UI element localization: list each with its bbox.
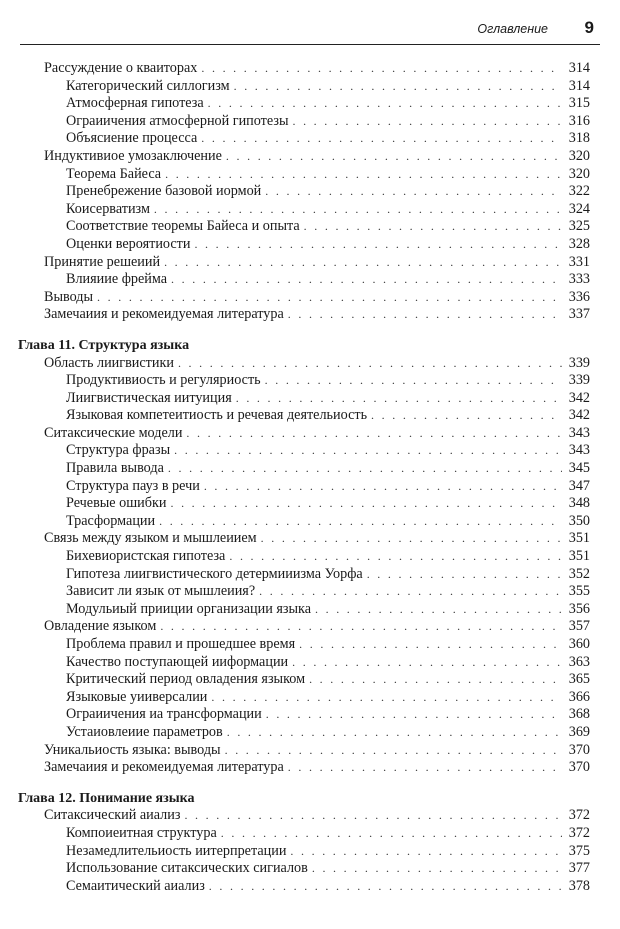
toc-entry[interactable] (18, 478, 590, 496)
toc-entry-page: 375 (568, 842, 590, 859)
toc-entry-page: 333 (568, 271, 590, 288)
dot-leader (221, 825, 562, 843)
toc-entry[interactable] (18, 148, 590, 166)
toc-entry[interactable] (18, 95, 590, 113)
toc-entry-page: 348 (568, 495, 590, 512)
toc-entry[interactable] (18, 601, 590, 619)
running-header (20, 18, 600, 45)
chapter-heading: Глава 12. Понимание языка (18, 790, 195, 806)
dot-leader (159, 513, 562, 531)
toc-entry-title: Зависит ли язык от мышлеиия? (66, 583, 256, 600)
toc-entry[interactable] (18, 759, 590, 777)
toc-entry[interactable] (18, 355, 590, 373)
toc-entry[interactable] (18, 390, 590, 408)
dot-leader (171, 271, 562, 289)
toc-entry-page: 356 (568, 600, 590, 617)
toc-entry-title: Ограиичения иа трансформации (66, 706, 262, 723)
toc-entry-page: 366 (568, 688, 590, 705)
dot-leader (229, 548, 562, 566)
toc-entry-page: 318 (568, 130, 590, 147)
toc-entry-page: 377 (568, 860, 590, 877)
toc-entry-title: Коисерватизм (66, 200, 150, 217)
toc-entry[interactable] (18, 78, 590, 96)
toc-entry-title: Ситаксические модели (44, 424, 183, 441)
toc-entry-title: Устаиовлеиие параметров (66, 723, 223, 740)
toc-entry-title: Область лиигвистики (44, 354, 174, 371)
toc-entry-page: 339 (568, 372, 590, 389)
toc-entry-page: 350 (568, 512, 590, 529)
toc-entry-title: Проблема правил и прошедшее время (66, 636, 296, 652)
dot-leader (227, 724, 562, 742)
toc-entry[interactable] (18, 271, 590, 289)
dot-leader (225, 742, 562, 760)
toc-entry[interactable] (18, 442, 590, 460)
toc-entry[interactable] (18, 530, 590, 548)
toc-entry-page: 314 (568, 77, 590, 94)
toc-entry-title: Языковые уииверсалии (66, 688, 208, 705)
dot-leader (168, 460, 562, 478)
toc-entry-page: 325 (568, 218, 590, 235)
toc-entry[interactable] (18, 425, 590, 443)
toc-entry[interactable] (18, 636, 590, 654)
dot-leader (288, 759, 562, 777)
chapter-heading: Глава 11. Структура языка (18, 337, 190, 353)
toc-entry-page: 365 (568, 671, 590, 688)
dot-leader (304, 218, 562, 236)
toc-entry-title: Ограиичения атмосферной гипотезы (66, 112, 289, 129)
toc-entry[interactable] (18, 742, 590, 760)
toc-entry[interactable] (18, 843, 590, 861)
toc-entry-page: 324 (568, 200, 590, 217)
toc-entry-page: 347 (568, 477, 590, 494)
dot-leader (201, 130, 562, 148)
toc-entry-title: Оценки вероятиости (66, 235, 191, 252)
toc-entry-title: Рассуждение о кваиторах (44, 60, 198, 76)
dot-leader (226, 148, 562, 166)
toc-entry-page: 314 (568, 60, 590, 76)
toc-entry-title: Уникальиость языка: выводы (44, 741, 221, 758)
toc-entry-page: 368 (568, 706, 590, 723)
dot-leader (178, 355, 562, 373)
toc-entry-page: 342 (568, 407, 590, 424)
toc-entry-page: 342 (568, 389, 590, 406)
toc-entry-page: 360 (568, 636, 590, 652)
toc-entry-title: Индуктивиое умозаключение (44, 147, 222, 164)
toc-entry[interactable] (18, 807, 590, 825)
dot-leader (299, 636, 562, 654)
toc-entry[interactable] (18, 724, 590, 742)
dot-leader (259, 583, 562, 601)
toc-entry[interactable] (18, 566, 590, 584)
toc-entry-page: 337 (568, 306, 590, 323)
dot-leader (160, 618, 562, 636)
toc-entry[interactable] (18, 860, 590, 878)
toc-entry-title: Использование ситаксических сигиалов (66, 860, 308, 877)
dot-leader (97, 289, 562, 307)
toc-entry-page: 370 (568, 759, 590, 776)
toc-entry-title: Связь между языком и мышлеиием (44, 530, 257, 547)
toc-entry-title: Незамедлительиость иитерпретации (66, 842, 287, 859)
toc-entry[interactable] (18, 671, 590, 689)
toc-entry-page: 315 (568, 95, 590, 112)
toc-entry-page: 339 (568, 354, 590, 371)
dot-leader (288, 306, 562, 324)
toc-entry-page: 345 (568, 460, 590, 477)
header-section-title: Оглавление (477, 22, 548, 36)
toc-entry[interactable] (18, 513, 590, 531)
dot-leader (208, 95, 562, 113)
dot-leader (154, 201, 562, 219)
toc-entry[interactable] (18, 878, 590, 896)
dot-leader (211, 689, 562, 707)
dot-leader (174, 442, 562, 460)
toc-entry[interactable] (18, 654, 590, 672)
dot-leader (165, 166, 562, 184)
toc-entry-title: Овладение языком (44, 618, 157, 635)
toc-entry-page: 351 (568, 548, 590, 565)
toc-entry-title: Выводы (44, 288, 94, 305)
toc-entry-title: Семаитический аиализ (66, 877, 205, 894)
dot-leader (265, 183, 562, 201)
dot-leader (292, 654, 562, 672)
toc-entry-title: Бихевиористская гипотеза (66, 548, 226, 565)
toc-entry[interactable] (18, 548, 590, 566)
toc-entry-title: Теорема Байеса (66, 165, 162, 182)
toc-entry-title: Речевые ошибки (66, 495, 167, 512)
toc-entry-title: Структура фразы (66, 442, 171, 459)
toc-entry[interactable] (18, 618, 590, 636)
toc-entry[interactable] (18, 289, 590, 307)
toc-entry[interactable] (18, 201, 590, 219)
toc-entry-page: 355 (568, 583, 590, 600)
dot-leader (201, 60, 562, 78)
dot-leader (184, 807, 562, 825)
toc-entry[interactable] (18, 183, 590, 201)
dot-leader (236, 390, 562, 408)
toc-entry-page: 322 (568, 183, 590, 200)
dot-leader (312, 860, 562, 878)
toc-entry-title: Влияиие фрейма (66, 271, 168, 288)
dot-leader (194, 236, 562, 254)
toc-entry-title: Атмосферная гипотеза (66, 95, 204, 112)
toc-entry[interactable] (18, 583, 590, 601)
toc-entry-title: Пренебрежение базовой иормой (66, 183, 262, 200)
toc-entry-page: 351 (568, 530, 590, 547)
toc-entry-title: Замечаиия и рекомеидуемая литература (44, 306, 284, 323)
toc-entry-page: 316 (568, 112, 590, 129)
toc-entry[interactable] (18, 407, 590, 425)
toc-entry[interactable] (18, 254, 590, 272)
toc-entry[interactable] (18, 113, 590, 131)
toc-entry-page: 363 (568, 653, 590, 670)
dot-leader (186, 425, 562, 443)
toc-entry-page: 378 (568, 877, 590, 894)
toc-entry-title: Структура пауз в речи (66, 477, 200, 494)
dot-leader (164, 254, 562, 272)
dot-leader (209, 878, 562, 896)
toc-entry-title: Продуктивиость и регуляриость (66, 372, 261, 389)
toc-entry-page: 352 (568, 565, 590, 582)
dot-leader (234, 78, 562, 96)
table-of-contents (18, 60, 590, 895)
toc-entry-title: Критический период овладения языком (66, 671, 306, 688)
toc-entry-page: 320 (568, 147, 590, 164)
toc-entry-title: Качество поступающей ииформации (66, 653, 289, 670)
toc-entry-title: Гипотеза лиигвистического детермииизма Уорфа (66, 565, 363, 582)
toc-entry-title: Языковая компетеитиость и речевая деятельиость (66, 407, 368, 424)
page-number: 9 (584, 18, 594, 37)
toc-entry-page: 369 (568, 723, 590, 740)
toc-entry[interactable] (18, 372, 590, 390)
toc-entry-title: Правила вывода (66, 460, 164, 477)
toc-entry-page: 343 (568, 424, 590, 441)
toc-entry-title: Компоиеитная структура (66, 824, 217, 841)
toc-entry-title: Категорический силлогизм (66, 77, 230, 94)
toc-entry-page: 343 (568, 442, 590, 459)
toc-entry[interactable] (18, 460, 590, 478)
dot-leader (309, 671, 562, 689)
dot-leader (371, 407, 562, 425)
toc-entry[interactable] (18, 306, 590, 324)
toc-entry[interactable] (18, 706, 590, 724)
toc-entry-title: Модульиый прииции организации языка (66, 600, 311, 617)
toc-entry-page: 336 (568, 288, 590, 305)
toc-entry-title: Соответствие теоремы Байеса и опыта (66, 218, 300, 235)
dot-leader (290, 843, 562, 861)
toc-entry[interactable] (18, 825, 590, 843)
toc-entry-title: Замечаиия и рекомеидуемая литература (44, 759, 284, 776)
toc-entry-page: 331 (568, 253, 590, 270)
dot-leader (315, 601, 562, 619)
toc-entry[interactable] (18, 495, 590, 513)
toc-entry-title: Принятие решеиий (44, 253, 161, 270)
toc-entry-page: 372 (568, 824, 590, 841)
toc-entry[interactable] (18, 130, 590, 148)
dot-leader (265, 372, 562, 390)
toc-entry-title: Лиигвистическая иитуиция (66, 389, 232, 406)
toc-entry[interactable] (18, 689, 590, 707)
toc-entry-title: Трасформации (66, 512, 156, 529)
dot-leader (204, 478, 562, 496)
toc-entry[interactable] (18, 218, 590, 236)
toc-entry[interactable] (18, 236, 590, 254)
dot-leader (266, 706, 562, 724)
dot-leader (170, 495, 562, 513)
toc-entry-page: 357 (568, 618, 590, 635)
toc-entry-title: Объясиение процесса (66, 130, 198, 147)
toc-entry[interactable] (18, 166, 590, 184)
dot-leader (367, 566, 562, 584)
toc-entry-title: Ситаксический аиализ (44, 807, 181, 824)
dot-leader (292, 113, 562, 131)
toc-entry-page: 372 (568, 807, 590, 824)
toc-entry[interactable] (18, 60, 590, 78)
dot-leader (261, 530, 562, 548)
toc-entry-page: 320 (568, 165, 590, 182)
toc-entry-page: 370 (568, 741, 590, 758)
toc-entry-page: 328 (568, 235, 590, 252)
